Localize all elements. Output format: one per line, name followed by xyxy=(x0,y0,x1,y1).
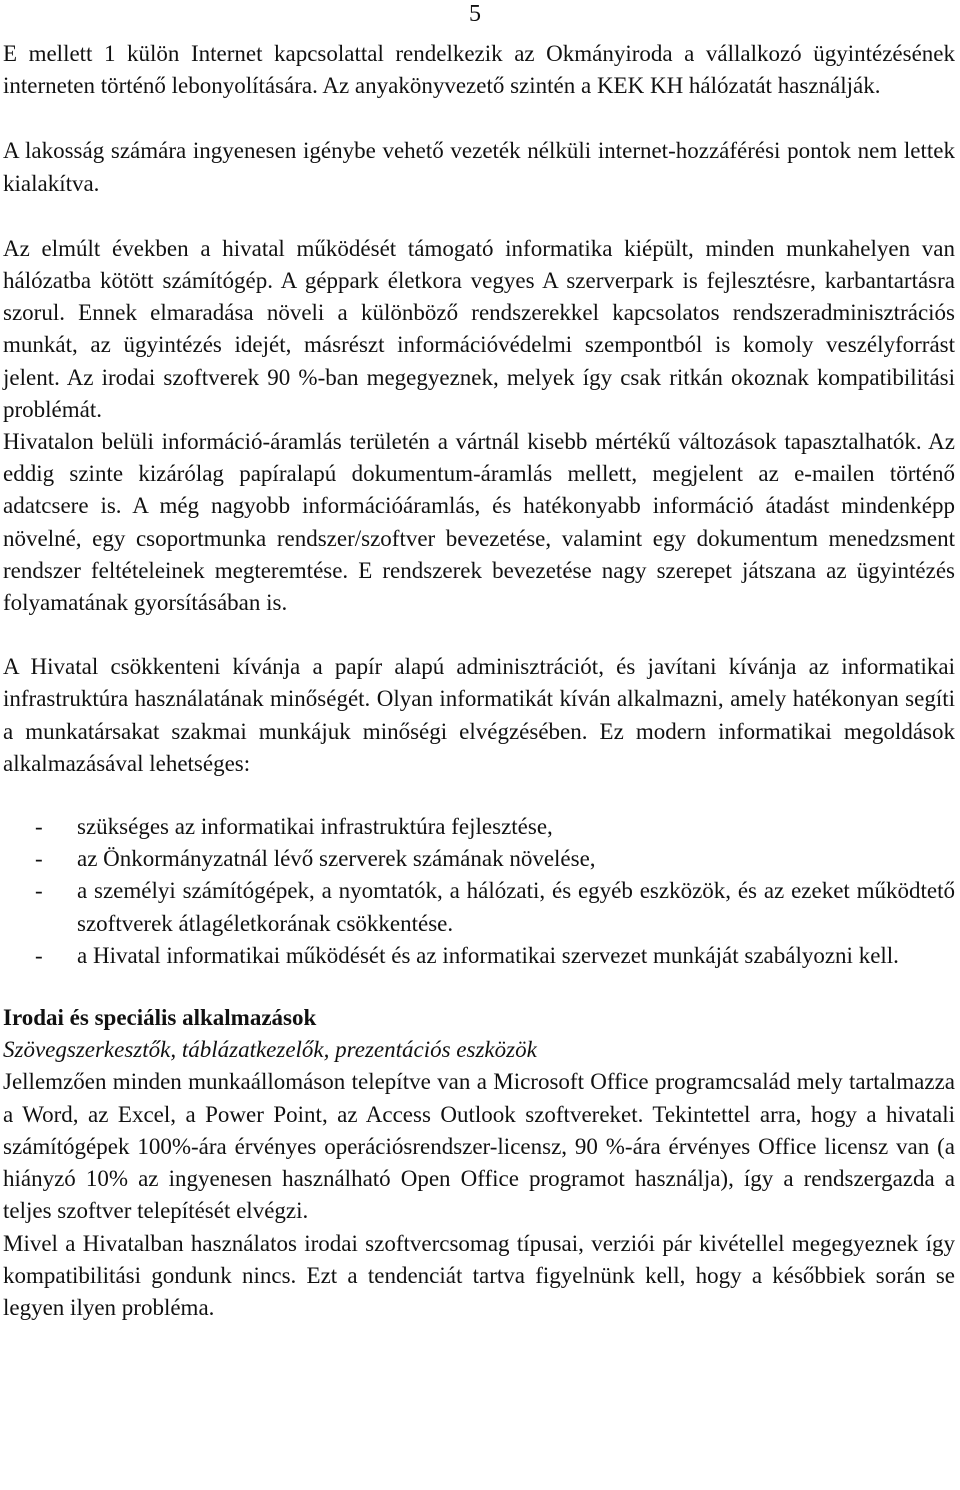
goals-list xyxy=(3,811,955,972)
list-item xyxy=(3,940,955,972)
document-body xyxy=(3,38,955,1324)
page-number: 5 xyxy=(469,1,481,27)
paragraph-information-flow: Hivatalon belüli információ-áramlás területén a vártnál kisebb mértékű változások tapasztalhatók. Az eddig szinte kizárólag papíralapú dokumentum-áramlás mellett, megjelent az e-mailen történő adatcsere is. A még nagyobb információáramlás, és hatékonyabb információ átadást mindenképp növelné, egy csoportmunka rendszer/szoftver bevezetése, valamint egy dokumentum menedzsment rendszer feltételeinek megteremtése. E rendszerek bevezetése nagy szerepet játszana az ügyintézés folyamatának gyorsításában is. xyxy=(3,429,955,616)
paragraph-office-suite: Jellemzően minden munkaállomáson telepítve van a Microsoft Office programcsalád mely tartalmazza a Word, az Excel, a Power Point, az Access Outlook szoftvereket. Tekintettel arra, hogy a hivatali számítógépek 100%-ára érvényes operációsrendszer-licensz, 90 %-ára érvényes Office licensz van (a hiányzó 10% az ingyenesen használható Open Office programot használja), így a rendszergazda a teljes szoftver telepítését elvégzi. xyxy=(3,1069,955,1224)
dash-bullet: - xyxy=(35,878,43,904)
list-item-text: az Önkormányzatnál lévő szerverek számának növelése, xyxy=(77,846,596,872)
list-item-text: a személyi számítógépek, a nyomtatók, a hálózati, és egyéb eszközök, és az ezeket működtető szoftverek átlagéletkorának csökkentése. xyxy=(77,878,955,936)
list-item xyxy=(3,811,955,843)
list-item-text: a Hivatal informatikai működését és az informatikai szervezet munkáját szabályozni kell. xyxy=(77,942,899,968)
dash-bullet: - xyxy=(35,814,43,840)
list-item xyxy=(3,843,955,875)
paragraph-compatibility: Mivel a Hivatalban használatos irodai szoftvercsomag típusai, verziói pár kivétellel megegyeznek így kompatibilitási gondunk nincs. Ezt a tendenciát tartva figyelnünk kell, hogy a későbbiek során se legyen ilyen probléma. xyxy=(3,1230,955,1320)
dash-bullet: - xyxy=(35,846,43,872)
paragraph-goals: A Hivatal csökkenteni kívánja a papír alapú adminisztrációt, és javítani kívánja az informatikai infrastruktúra használatának minőségét. Olyan informatikát kíván alkalmazni, amely hatékonyan segíti a munkatársakat szakmai munkájuk minőségi elvégzésében. Ez modern informatikai megoldások alkalmazásával lehetséges: xyxy=(3,654,955,776)
list-item-text: szükséges az informatikai infrastruktúra fejlesztése, xyxy=(77,814,553,840)
paragraph-internet-connection: E mellett 1 külön Internet kapcsolattal rendelkezik az Okmányiroda a vállalkozó ügyintézésének interneten történő lebonyolítására. Az anyakönyvezető szintén a KEK KH hálózatát használják. xyxy=(3,41,955,99)
paragraph-it-infrastructure: Az elmúlt években a hivatal működését támogató informatika kiépült, minden munkahelyen van hálózatba kötött számítógép. A géppark életkora vegyes A szerverpark is fejlesztésre, karbantartásra szorul. Ennek elmaradása növeli a különböző rendszerekkel kapcsolatos rendszeradminisztrációs munkát, az ügyintézés idejét, másrészt információvédelmi szempontból is komoly veszélyforrást jelent. Az irodai szoftverek 90 %-ban megegyeznek, melyek így csak ritkán okoznak kompatibilitási problémát. xyxy=(3,235,955,422)
paragraph-wireless-access: A lakosság számára ingyenesen igénybe vehető vezeték nélküli internet-hozzáférési pontok nem lettek kialakítva. xyxy=(3,138,955,196)
list-item xyxy=(3,875,955,939)
dash-bullet: - xyxy=(35,942,43,968)
section-subheading: Szövegszerkesztők, táblázatkezelők, prezentációs eszközök xyxy=(3,1037,537,1063)
section-heading: Irodai és speciális alkalmazások xyxy=(3,1005,317,1031)
